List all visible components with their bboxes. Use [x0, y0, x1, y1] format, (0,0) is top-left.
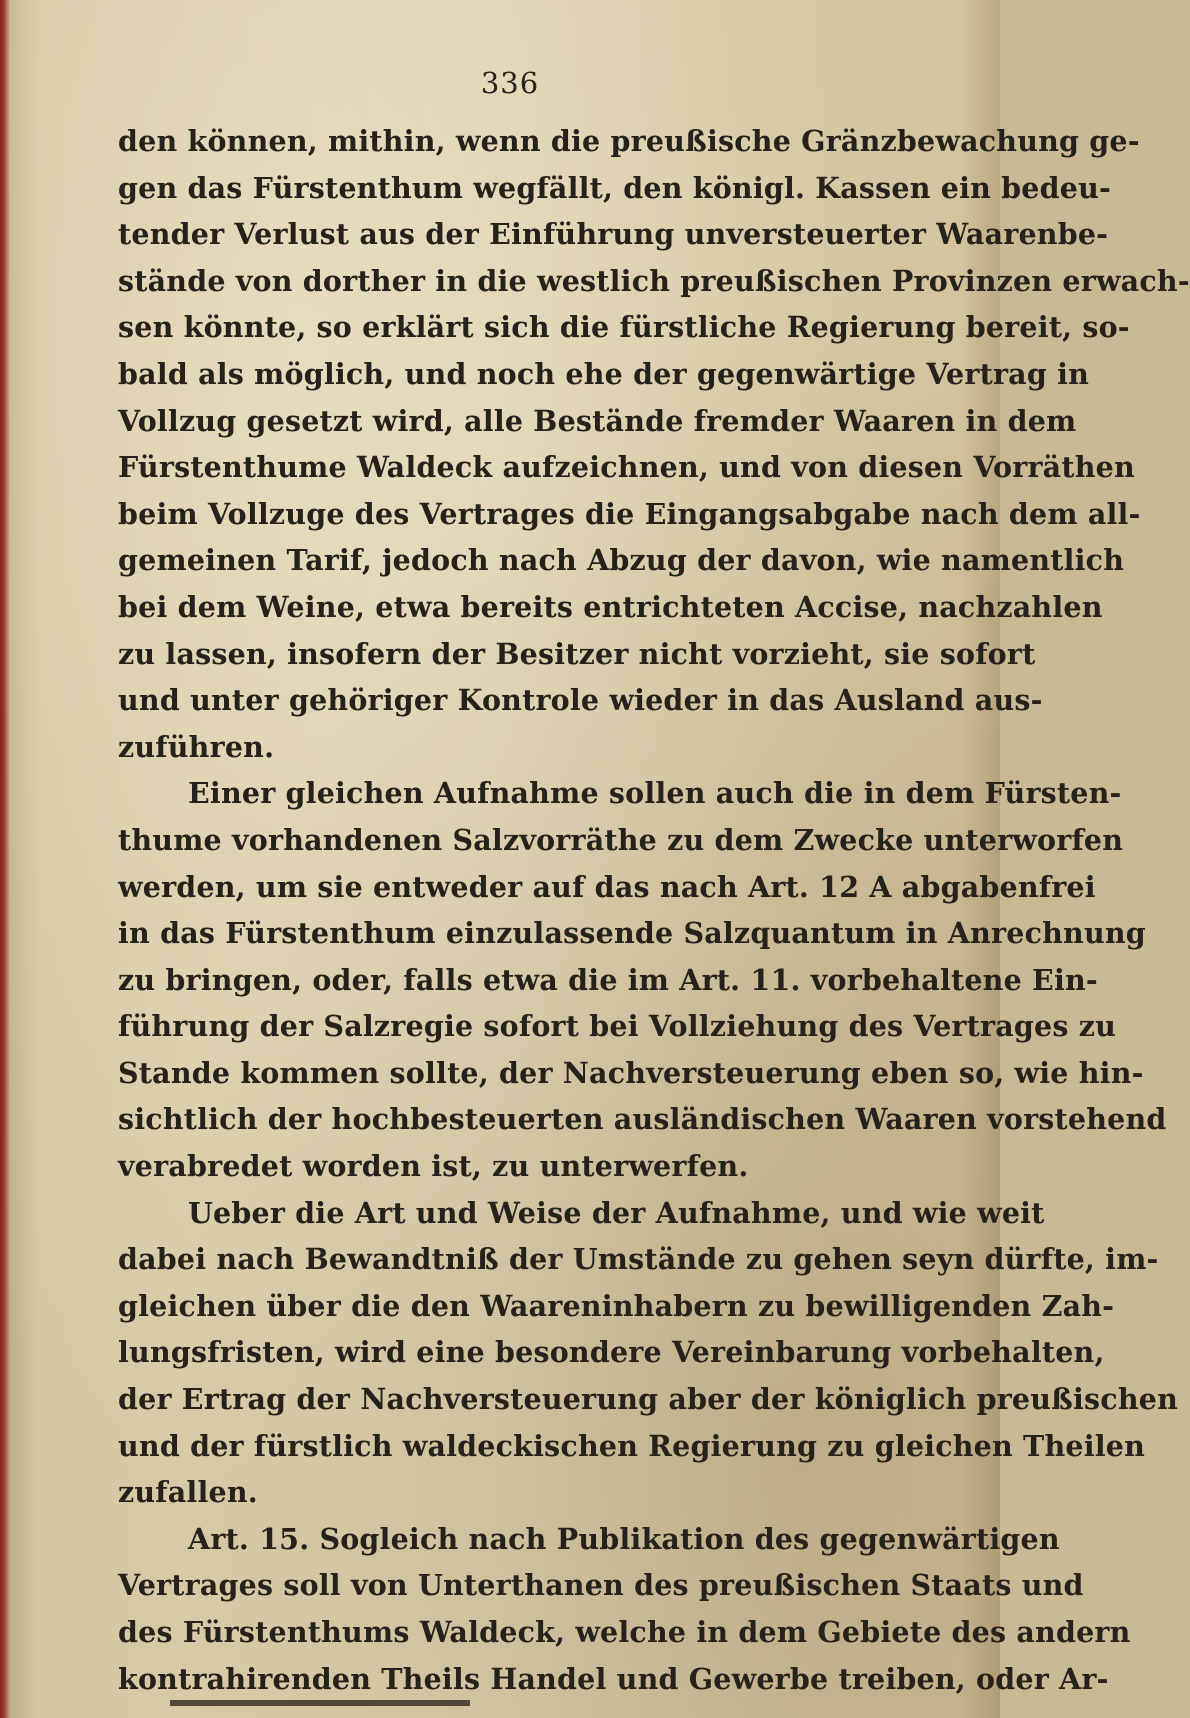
text-line: gemeinen Tarif, jedoch nach Abzug der davon, wie namentlich	[118, 543, 1125, 578]
text-line: bei dem Weine, etwa bereits entrichteten Accise, nachzahlen	[118, 589, 1103, 624]
text-line: stände von dorther in die westlich preußischen Provinzen erwach-	[118, 263, 1190, 298]
paragraph-end-line: zufallen.	[118, 1475, 258, 1510]
text-line: der Ertrag der Nachversteuerung aber der königlich preußischen	[118, 1382, 1179, 1417]
text-line: Fürstenthume Waldeck aufzeichnen, und von diesen Vorräthen	[118, 450, 1135, 485]
text-line: kontrahirenden Theils Handel und Gewerbe treiben, oder Ar-	[118, 1661, 1109, 1696]
text-line: gleichen über die den Waareninhabern zu bewilligenden Zah-	[118, 1288, 1115, 1323]
page-number: 336	[480, 66, 540, 100]
text-line: Stande kommen sollte, der Nachversteuerung eben so, wie hin-	[118, 1055, 1144, 1090]
text-line: des Fürstenthums Waldeck, welche in dem Gebiete des andern	[118, 1615, 1131, 1649]
text-line: werden, um sie entweder auf das nach Art. 12 A abgabenfrei	[118, 869, 1096, 904]
text-line: zu lassen, insofern der Besitzer nicht vorzieht, sie sofort	[118, 636, 1036, 671]
paragraph-end-line: verabredet worden ist, zu unterwerfen.	[118, 1149, 749, 1184]
body-text	[118, 118, 1190, 1702]
text-line: lungsfristen, wird eine besondere Vereinbarung vorbehalten,	[118, 1335, 1105, 1370]
text-line: bald als möglich, und noch ehe der gegenwärtige Vertrag in	[118, 356, 1090, 391]
text-line: den können, mithin, wenn die preußische Gränzbewachung ge-	[118, 124, 1140, 158]
text-line: sen könnte, so erklärt sich die fürstliche Regierung bereit, so-	[118, 310, 1130, 345]
text-line: führung der Salzregie sofort bei Vollziehung des Vertrages zu	[118, 1009, 1117, 1044]
text-line: zu bringen, oder, falls etwa die im Art. 11. vorbehaltene Ein-	[118, 962, 1098, 997]
text-line: und unter gehöriger Kontrole wieder in das Ausland aus-	[118, 683, 1043, 718]
text-line: thume vorhandenen Salzvorräthe zu dem Zwecke unterworfen	[118, 822, 1124, 857]
text-line: und der fürstlich waldeckischen Regierung zu gleichen Theilen	[118, 1428, 1146, 1463]
page-edge	[0, 0, 10, 1718]
text-line: in das Fürstenthum einzulassende Salzquantum in Anrechnung	[118, 916, 1146, 951]
text-line: gen das Fürstenthum wegfällt, den königl. Kassen ein bedeu-	[118, 170, 1112, 205]
paragraph-end-line: zuführen.	[118, 729, 275, 764]
text-line: dabei nach Bewandtniß der Umstände zu gehen seyn dürfte, im-	[118, 1242, 1159, 1277]
text-line: Vertrages soll von Unterthanen des preußischen Staats und	[118, 1568, 1084, 1603]
text-line: Vollzug gesetzt wird, alle Bestände fremder Waaren in dem	[118, 403, 1077, 438]
text-line: tender Verlust aus der Einführung unversteuerter Waarenbe-	[118, 217, 1109, 252]
bottom-rule	[170, 1700, 470, 1706]
text-line: beim Vollzuge des Vertrages die Eingangsabgabe nach dem all-	[118, 496, 1141, 531]
text-line: sichtlich der hochbesteuerten ausländischen Waaren vorstehend	[118, 1102, 1167, 1137]
paragraph-start-line: Einer gleichen Aufnahme sollen auch die in dem Fürsten-	[188, 776, 1122, 811]
article-heading-line: Art. 15. Sogleich nach Publikation des gegenwärtigen	[188, 1521, 1060, 1556]
paragraph-start-line: Ueber die Art und Weise der Aufnahme, und wie weit	[188, 1195, 1045, 1230]
